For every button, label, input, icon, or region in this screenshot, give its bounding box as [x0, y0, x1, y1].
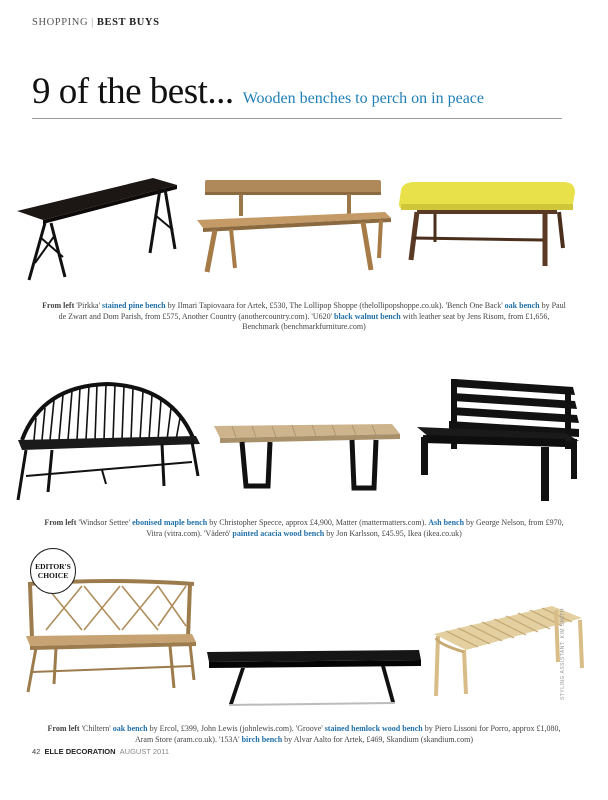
page-title: [32, 70, 484, 113]
caption-lead: From left: [47, 724, 80, 733]
caption-lead: From left: [42, 301, 75, 310]
caption-lead: From left: [44, 518, 77, 527]
bench-type: oak bench: [504, 301, 540, 310]
bench-name: '153A': [218, 734, 240, 744]
caption-row-3: [40, 724, 568, 745]
title-divider: [32, 118, 562, 119]
windsor-settee-image: [12, 380, 202, 505]
bench-type: stained hemlock wood bench: [324, 724, 423, 733]
caption-row-2: [40, 518, 568, 539]
issue-date: AUGUST 2011: [119, 747, 169, 756]
page-footer: [32, 747, 169, 756]
groove-bench-image: [205, 648, 425, 708]
bench-type: birch bench: [241, 734, 283, 744]
bench-name: 'U620': [311, 311, 333, 321]
bench-name: 'Väderö': [203, 528, 231, 538]
bench-name: 'Chiltern': [81, 724, 111, 733]
aalto-153a-bench-image: [432, 600, 592, 700]
headline-main: 9 of the best...: [32, 71, 234, 112]
magazine-name: ELLE DECORATION: [44, 747, 116, 756]
chiltern-bench-image: [22, 580, 197, 695]
bench-details: by Piero Lissoni for Porro, approx £1,080, Aram Store (aram.co.uk).: [134, 724, 561, 744]
bench-details: by Alvar Aalto for Artek, £469, Skandium (skandium.com): [284, 734, 474, 744]
bench-name: 'Groove': [295, 724, 323, 733]
section-divider: |: [91, 17, 94, 28]
bench-details: by Jon Karlsson, £45.95, Ikea (ikea.co.uk): [326, 528, 462, 538]
bench-details: by George Nelson, from £970, Vitra (vitra.com).: [146, 518, 564, 538]
bench-type: painted acacia wood bench: [232, 528, 325, 538]
u620-bench-image: [395, 180, 580, 275]
bench-details: by Ercol, £399, John Lewis (johnlewis.com).: [149, 724, 296, 733]
bench-details: by Ilmari Tapiovaara for Artek, £530, The Lollipop Shoppe (thelollipopshoppe.co.uk).: [167, 301, 446, 310]
badge-line: CHOICE: [37, 571, 69, 580]
headline-sub: Wooden benches to perch on in peace: [242, 90, 484, 107]
nelson-ash-bench-image: [212, 420, 402, 495]
page-number: 42: [32, 747, 41, 756]
pirkka-bench-image: [15, 175, 180, 285]
bench-details: with leather seat by Jens Risom, from £1,656, Benchmark (benchmarkfurniture.com): [242, 311, 550, 331]
bench-details: by Christopher Specce, approx £4,900, Matter (mattermatters.com).: [209, 518, 429, 527]
photo-credit: STYLING ASSISTANT: KIM SMITH: [560, 608, 566, 700]
bench-type: stained pine bench: [102, 301, 166, 310]
section-label: SHOPPING: [32, 17, 89, 28]
bench-name: 'Pirkka': [76, 301, 101, 310]
caption-row-1: [40, 301, 568, 333]
bench-type: ebonised maple bench: [132, 518, 208, 527]
section-tag: [32, 17, 160, 28]
bench-type: black walnut bench: [334, 311, 401, 321]
bench-type: oak bench: [112, 724, 148, 733]
bench-details: by Paul de Zwart and Dom Parish, from £575, Another Country (anothercountry.com).: [58, 301, 566, 321]
subsection-label: BEST BUYS: [96, 17, 160, 28]
vadero-bench-image: [415, 375, 585, 505]
bench-type: Ash bench: [428, 518, 465, 527]
badge-line: EDITOR'S: [35, 562, 71, 571]
bench-name: 'Bench One Back': [445, 301, 503, 310]
editors-choice-badge: [30, 548, 76, 594]
bench-one-back-image: [195, 178, 395, 278]
bench-name: 'Windsor Settee': [78, 518, 131, 527]
